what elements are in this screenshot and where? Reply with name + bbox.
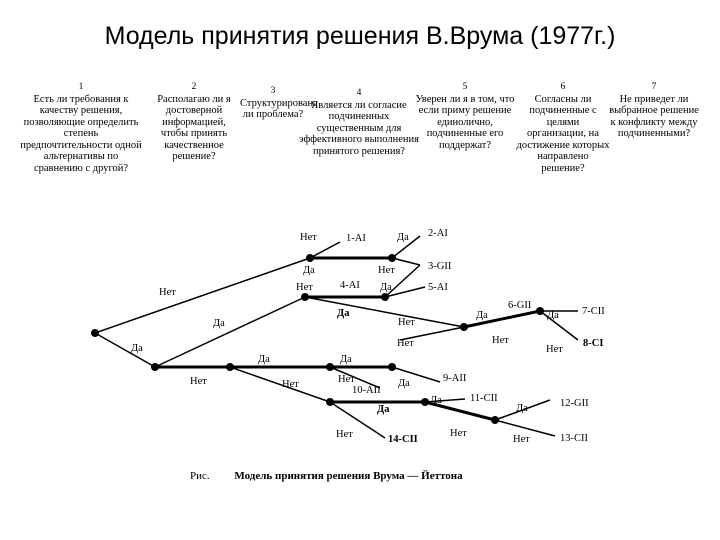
question-5-number: 5 — [462, 82, 468, 92]
node-q3-upper — [306, 254, 314, 262]
label-net: Нет — [492, 335, 509, 346]
edge-q4-q6 — [305, 297, 464, 327]
question-1-text: Есть ли требования к качеству решения, позволяющие определить степень предпочтительности одной альтернативы по сравнению с другой? — [20, 93, 142, 174]
label-da: Да — [430, 395, 442, 406]
label-da: Да — [377, 404, 390, 415]
outcome-5-ai: 5-AI — [428, 282, 448, 293]
outcome-8-ci: 8-CI — [583, 338, 604, 349]
label-da: Да — [340, 354, 352, 365]
outcome-12-gii: 12-GII — [560, 398, 589, 409]
label-net: Нет — [398, 317, 415, 328]
question-7-number: 7 — [651, 82, 657, 92]
node-q5-upper — [388, 254, 396, 262]
label-da: Да — [398, 378, 410, 389]
node-q7-lower — [421, 398, 429, 406]
slide-title: Модель принятия решения В.Врума (1977г.) — [104, 22, 616, 50]
node-q6-lower — [326, 398, 334, 406]
label-da: Да — [547, 310, 559, 321]
edge-8ci — [540, 311, 578, 340]
edge-lower-q4 — [155, 297, 305, 367]
label-net: Нет — [338, 374, 355, 385]
label-net: Нет — [513, 434, 530, 445]
outcome-13-cii: 13-CII — [560, 433, 588, 444]
edge-upper-1ai — [310, 242, 340, 258]
outcome-6-gii: 6-GII — [508, 300, 532, 311]
caption-prefix: Рис. — [190, 470, 210, 482]
outcome-14-cii: 14-CII — [388, 434, 418, 445]
outcome-4-ai: 4-AI — [340, 280, 360, 291]
question-7-text: Не приведет ли выбранное решение к конфликту между подчиненными? — [609, 93, 699, 139]
node-q2 — [151, 363, 159, 371]
label-net: Нет — [336, 429, 353, 440]
caption-text: Модель принятия решения Врума — Йеттона — [234, 470, 463, 482]
outcome-1-ai: 1-AI — [346, 233, 366, 244]
label-da: Да — [131, 343, 143, 354]
label-da: Да — [380, 282, 392, 293]
label-net: Нет — [296, 282, 313, 293]
node-q7 — [536, 307, 544, 315]
outcome-9-aii: 9-AII — [443, 373, 467, 384]
figure-caption — [190, 470, 463, 482]
outcome-3-gii: 3-GII — [428, 261, 452, 272]
outcome-11-cii: 11-CII — [470, 393, 498, 404]
question-3-number: 3 — [270, 86, 276, 96]
label-da: Да — [516, 403, 528, 414]
label-net: Нет — [190, 376, 207, 387]
question-2-number: 2 — [191, 82, 197, 92]
node-q6 — [460, 323, 468, 331]
question-6-text: Согласны ли подчиненные с целями организации, на достижение которых направлено решение? — [516, 93, 610, 174]
label-net: Нет — [397, 338, 414, 349]
edge-root-q2-lower — [95, 333, 155, 367]
label-net: Нет — [378, 265, 395, 276]
question-4-number: 4 — [356, 88, 362, 98]
node-q3 — [226, 363, 234, 371]
label-da: Да — [303, 265, 315, 276]
question-4-text: Является ли согласие подчиненных существенным для эффективного выполнения принятого решения? — [299, 99, 419, 157]
question-2-text: Располагаю ли я достоверной информацией, чтобы принять качественное решение? — [157, 93, 231, 162]
label-net: Нет — [282, 379, 299, 390]
node-root — [91, 329, 99, 337]
outcome-2-ai: 2-AI — [428, 228, 448, 239]
node-q7-end — [491, 416, 499, 424]
label-da: Да — [337, 308, 350, 319]
question-6-number: 6 — [560, 82, 566, 92]
question-1-number: 1 — [78, 82, 84, 92]
question-3-text: Структурирована ли проблема? — [240, 97, 318, 120]
edge-3gii-a — [392, 258, 420, 265]
outcome-7-cii: 7-CII — [582, 306, 605, 317]
label-net: Нет — [300, 232, 317, 243]
node-q5-lower — [388, 363, 396, 371]
label-da: Да — [213, 318, 225, 329]
edge-root-q2 — [95, 258, 310, 333]
label-net: Нет — [159, 287, 176, 298]
edge-q3-q6 — [230, 367, 330, 402]
label-da: Да — [258, 354, 270, 365]
question-5-text: Уверен ли я в том, что если приму решение единолично, подчиненные его поддержат? — [415, 93, 515, 151]
node-q4 — [301, 293, 309, 301]
label-da: Да — [397, 232, 409, 243]
outcome-10-aii: 10-AII — [352, 385, 381, 396]
label-net: Нет — [546, 344, 563, 355]
label-net: Нет — [450, 428, 467, 439]
label-da: Да — [476, 310, 488, 321]
node-q5 — [381, 293, 389, 301]
node-q4-lower — [326, 363, 334, 371]
